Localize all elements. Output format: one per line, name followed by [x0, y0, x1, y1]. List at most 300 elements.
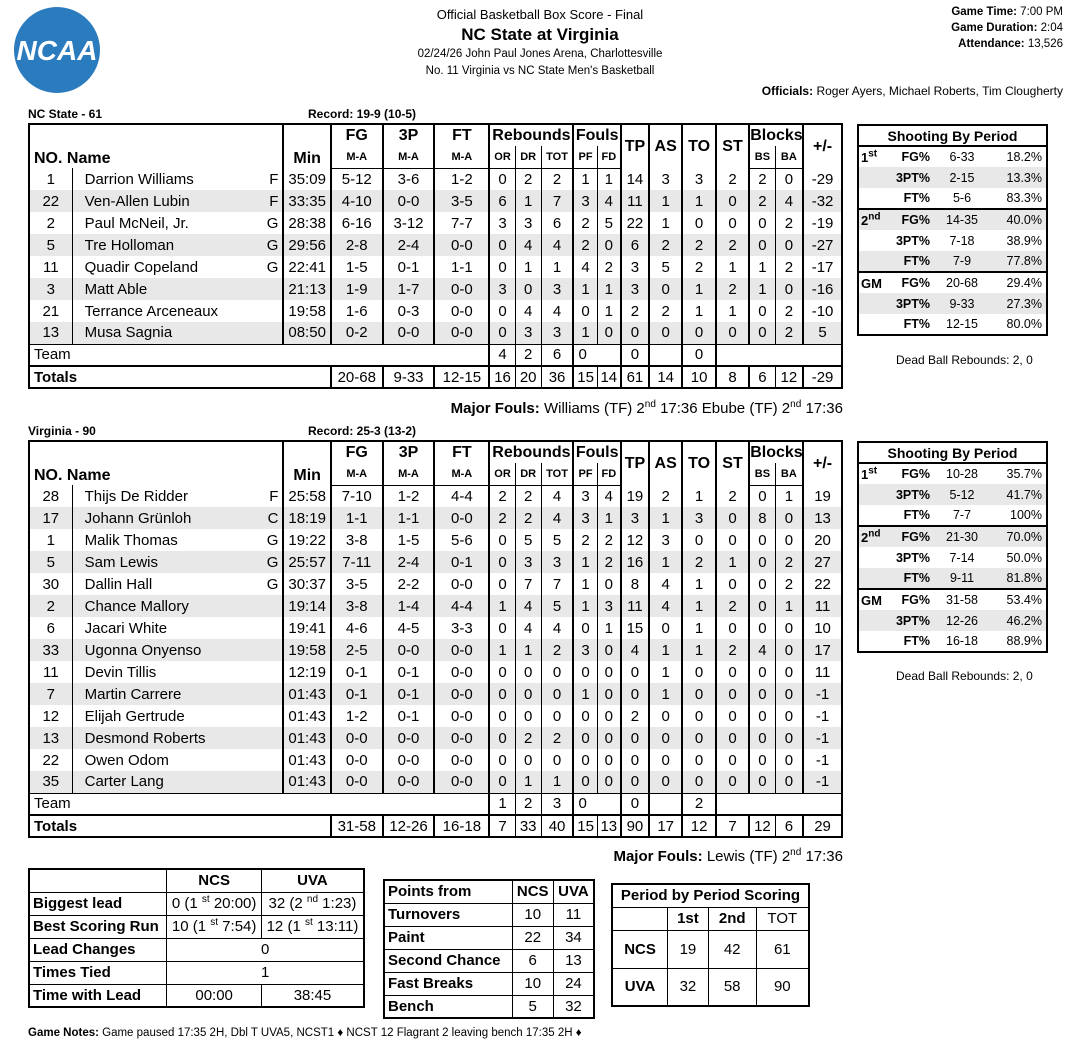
stat-tp: 0	[621, 771, 649, 793]
totals-tp3: 9-33	[383, 366, 435, 388]
stat-3p: 0-0	[383, 322, 435, 344]
stat-tp: 2	[621, 300, 649, 322]
totals-tot: 40	[541, 815, 573, 837]
stat-st: 2	[716, 278, 749, 300]
summary-col-uva: UVA	[261, 869, 364, 892]
stat-to: 0	[682, 771, 715, 793]
player-row	[29, 300, 842, 322]
stat-bs: 0	[749, 705, 775, 727]
stat-3p: 0-1	[383, 705, 435, 727]
player-name: Chance Mallory	[84, 597, 189, 615]
totals-or: 7	[489, 815, 515, 837]
stat-as: 4	[649, 573, 682, 595]
stat-as: 1	[649, 661, 682, 683]
shooting-pct: 41.7%	[992, 484, 1047, 505]
stat-tot: 5	[541, 595, 573, 617]
stat-st: 0	[716, 322, 749, 344]
team-tot: 6	[541, 344, 573, 366]
ncaa-logo	[12, 6, 102, 94]
stat-to: 1	[682, 595, 715, 617]
stat-bs: 0	[749, 595, 775, 617]
stat-dr: 4	[515, 234, 541, 256]
stat-fd: 2	[597, 529, 621, 551]
player-row	[29, 190, 842, 212]
points-from-title: Points from	[384, 880, 512, 903]
stat-tot: 6	[541, 212, 573, 234]
shooting-made-att: 2-15	[932, 167, 992, 188]
stat-tp: 0	[621, 661, 649, 683]
period-total: 61	[756, 930, 809, 968]
stat-fd: 5	[597, 212, 621, 234]
stat-ft: 3-5	[434, 190, 489, 212]
stat-3p: 3-6	[383, 168, 435, 190]
shooting-stat: FT%	[886, 251, 932, 272]
player-row	[29, 212, 842, 234]
stat-dr: 3	[515, 322, 541, 344]
period-scoring-table	[611, 883, 810, 1007]
stat-tot: 4	[541, 617, 573, 639]
summary-col-ncs: NCS	[167, 869, 262, 892]
stat-to: 1	[682, 639, 715, 661]
shooting-made-att: 31-58	[946, 593, 978, 607]
stat-bs: 0	[749, 529, 775, 551]
col-header-ft: FT	[434, 441, 489, 463]
stat-min: 19:41	[283, 617, 330, 639]
points-from-table	[383, 879, 595, 1019]
best-run-ncs: 10 (1 $^{st}$ 7:54)	[167, 915, 262, 938]
stat-bs: 0	[749, 683, 775, 705]
points-from-ncs: 6	[512, 949, 553, 972]
times-tied-label: Times Tied	[29, 961, 167, 984]
col-header-pf: PF	[573, 463, 597, 485]
shooting-pct: 50.0%	[1006, 550, 1042, 565]
stat-or: 0	[489, 727, 515, 749]
points-from-uva: 11	[553, 903, 594, 926]
stat-plus-minus: 19	[814, 487, 831, 505]
col-header-dr: DR	[515, 463, 541, 485]
stat-3p: 0-3	[383, 300, 435, 322]
shooting-made-att: 7-7	[932, 505, 992, 526]
stat-tp: 12	[621, 529, 649, 551]
stat-to: 0	[682, 661, 715, 683]
shooting-by-period-uva	[857, 441, 1048, 653]
stat-or: 1	[489, 639, 515, 661]
player-number: 5	[29, 234, 72, 256]
shooting-pct: 77.8%	[992, 251, 1047, 272]
totals-pm: 29	[803, 815, 842, 837]
stat-min: 01:43	[283, 771, 330, 793]
stat-min: 18:19	[283, 507, 330, 529]
stat-dr: 0	[515, 683, 541, 705]
period-team: UVA	[612, 968, 668, 1006]
stat-ba: 2	[775, 256, 803, 278]
stat-3p: 2-4	[383, 234, 435, 256]
shooting-stat: FT%	[886, 188, 932, 209]
stat-bs: 0	[749, 617, 775, 639]
shooting-period: 2nd	[858, 526, 886, 547]
game-time: Game Time: 7:00 PM	[951, 6, 1063, 18]
stat-ba: 0	[775, 639, 803, 661]
points-from-uva: 13	[553, 949, 594, 972]
shooting-period	[858, 568, 886, 589]
stat-fd: 0	[597, 749, 621, 771]
player-row	[29, 771, 842, 793]
officials: Officials: Roger Ayers, Michael Roberts, Tim Clougherty	[761, 84, 1063, 98]
totals-dr: 20	[515, 366, 541, 388]
stat-st: 2	[716, 485, 749, 507]
stat-fd: 2	[597, 551, 621, 573]
stat-pf: 2	[573, 234, 597, 256]
shooting-made-att: 12-15	[946, 317, 978, 331]
stat-ba: 2	[775, 551, 803, 573]
points-from-label: Paint	[384, 926, 512, 949]
team-dr: 2	[515, 793, 541, 815]
stat-min: 19:14	[283, 595, 330, 617]
stat-tot: 1	[541, 256, 573, 278]
col-header-blocks: Blocks	[749, 441, 803, 463]
shooting-stat: FT%	[886, 568, 932, 589]
stat-or: 0	[489, 529, 515, 551]
shooting-row	[858, 209, 1047, 230]
stat-to: 1	[682, 278, 715, 300]
stat-dr: 3	[515, 212, 541, 234]
stat-pf: 3	[573, 190, 597, 212]
stat-pf: 3	[573, 507, 597, 529]
team-to: 0	[682, 344, 715, 366]
stat-tot: 7	[541, 573, 573, 595]
stat-plus-minus: 11	[814, 663, 831, 681]
team-dr: 2	[515, 344, 541, 366]
col-header-st: ST	[716, 124, 749, 168]
stat-pf: 0	[573, 727, 597, 749]
shooting-row	[858, 167, 1047, 188]
stat-ba: 2	[775, 322, 803, 344]
stat-dr: 1	[515, 190, 541, 212]
stat-st: 0	[716, 683, 749, 705]
stat-tot: 4	[541, 507, 573, 529]
player-number: 30	[29, 573, 72, 595]
player-name: Elijah Gertrude	[84, 707, 185, 725]
col-header-or: OR	[489, 463, 515, 485]
player-name-cell	[72, 256, 283, 278]
stat-or: 0	[489, 168, 515, 190]
player-name-cell	[72, 190, 283, 212]
stat-tp: 15	[621, 617, 649, 639]
stat-pf: 0	[573, 661, 597, 683]
shooting-stat: 3PT%	[886, 484, 932, 505]
col-header-plus-minus: +/-	[813, 454, 833, 472]
stat-min: 28:38	[283, 212, 330, 234]
stat-ba: 4	[775, 190, 803, 212]
stat-fd: 0	[597, 573, 621, 595]
stat-ba: 2	[775, 212, 803, 234]
player-name-cell	[72, 595, 283, 617]
points-from-label: Second Chance	[384, 949, 512, 972]
player-row	[29, 727, 842, 749]
stat-dr: 1	[515, 771, 541, 793]
player-number: 1	[29, 168, 72, 190]
player-name: Johann Grünloh	[84, 509, 192, 527]
stat-st: 0	[716, 661, 749, 683]
stat-to: 2	[682, 234, 715, 256]
shooting-stat: FG%	[901, 150, 930, 164]
stat-fg: 1-2	[331, 705, 383, 727]
stat-tp: 11	[621, 190, 649, 212]
totals-or: 16	[489, 366, 515, 388]
shooting-period	[858, 505, 886, 526]
period-header-2nd: 2nd	[708, 907, 756, 930]
stat-fd: 2	[597, 256, 621, 278]
stat-as: 1	[649, 639, 682, 661]
stat-fd: 1	[597, 168, 621, 190]
stat-to: 0	[682, 749, 715, 771]
totals-label: Totals	[29, 366, 331, 388]
shooting-pct: 80.0%	[1006, 317, 1042, 331]
player-name-cell	[72, 727, 283, 749]
stat-min: 01:43	[283, 705, 330, 727]
shooting-row	[858, 230, 1047, 251]
points-from-label: Fast Breaks	[384, 972, 512, 995]
shooting-made-att: 6-33	[949, 150, 975, 164]
stat-fd: 0	[597, 771, 621, 793]
col-header-st: ST	[716, 441, 749, 485]
shooting-pct: 46.2%	[992, 610, 1047, 631]
team-heading-uva: Virginia - 90	[28, 424, 96, 438]
points-from-row	[384, 903, 594, 926]
stat-tp: 4	[621, 639, 649, 661]
shooting-stat: 3PT%	[886, 167, 932, 188]
lead-changes-label: Lead Changes	[29, 938, 167, 961]
stat-ft: 0-0	[434, 771, 489, 793]
team-tot: 3	[541, 793, 573, 815]
shooting-row	[858, 188, 1047, 209]
stat-or: 2	[489, 507, 515, 529]
stat-bs: 0	[749, 322, 775, 344]
player-name-cell	[72, 661, 283, 683]
stat-pf: 0	[573, 771, 597, 793]
col-header-fd: FD	[597, 146, 621, 168]
player-row	[29, 278, 842, 300]
shooting-stat: 3PT%	[895, 550, 930, 565]
shooting-made-att: 16-18	[946, 634, 978, 648]
totals-bs: 6	[749, 366, 775, 388]
report-type: Official Basketball Box Score - Final	[436, 7, 644, 22]
stat-min: 08:50	[283, 322, 330, 344]
stat-tp: 0	[621, 322, 649, 344]
player-name-cell	[72, 639, 283, 661]
points-from-ncs: 5	[512, 995, 553, 1018]
shooting-made-att: 14-35	[932, 209, 992, 230]
player-name: Desmond Roberts	[84, 729, 206, 747]
stat-ft: 7-7	[434, 212, 489, 234]
col-header-3p: 3P	[383, 124, 435, 146]
player-number: 12	[29, 705, 72, 727]
stat-min: 12:19	[283, 661, 330, 683]
stat-bs: 0	[749, 485, 775, 507]
team-label: Team	[29, 793, 489, 815]
stat-fg: 1-6	[331, 300, 383, 322]
stat-tot: 7	[541, 190, 573, 212]
shooting-made-att: 20-68	[946, 276, 978, 290]
lead-changes-value: 0	[167, 938, 364, 961]
stat-fd: 1	[597, 507, 621, 529]
stat-dr: 4	[515, 595, 541, 617]
stat-fg: 0-0	[331, 749, 383, 771]
points-from-uva: 34	[553, 926, 594, 949]
stat-pf: 2	[573, 212, 597, 234]
player-name-cell	[72, 551, 283, 573]
stat-min: 33:35	[283, 190, 330, 212]
player-position: C	[267, 509, 279, 527]
stat-to: 2	[682, 256, 715, 278]
stat-pf: 4	[573, 256, 597, 278]
stat-fg: 1-9	[331, 278, 383, 300]
stat-fd: 1	[597, 300, 621, 322]
stat-ba: 0	[775, 529, 803, 551]
stat-fg: 0-2	[331, 322, 383, 344]
totals-dr: 33	[515, 815, 541, 837]
stat-ft: 0-0	[434, 705, 489, 727]
col-header-ft-ma: M-A	[434, 463, 489, 485]
game-notes: Game Notes: Game paused 17:35 2H, Dbl T UVA5, NCST1 ♦ NCST 12 Flagrant 2 leaving bench 17:35 2H ♦	[28, 1027, 582, 1039]
stat-st: 2	[716, 595, 749, 617]
points-from-uva: 32	[553, 995, 594, 1018]
totals-st: 7	[716, 815, 749, 837]
stat-st: 2	[716, 234, 749, 256]
shooting-row	[858, 314, 1047, 335]
stat-tp: 3	[621, 278, 649, 300]
player-row	[29, 705, 842, 727]
stat-ba: 0	[775, 617, 803, 639]
player-number: 2	[29, 595, 72, 617]
stat-ba: 0	[775, 727, 803, 749]
stat-fg: 4-10	[331, 190, 383, 212]
col-header-3p-ma: M-A	[383, 146, 435, 168]
stat-tp: 8	[621, 573, 649, 595]
player-name: Matt Able	[84, 280, 148, 298]
dead-ball-rebounds-uva: Dead Ball Rebounds: 2, 0	[896, 669, 1033, 683]
totals-fd: 13	[597, 815, 621, 837]
totals-fd: 14	[597, 366, 621, 388]
shooting-made-att: 7-14	[949, 550, 975, 565]
stat-to: 0	[682, 212, 715, 234]
col-header-ft: FT	[434, 124, 489, 146]
stat-plus-minus: 17	[803, 639, 842, 661]
player-name-cell	[72, 300, 283, 322]
shooting-period: GM	[861, 592, 882, 608]
stat-as: 2	[649, 485, 682, 507]
period-header-tot: TOT	[756, 907, 809, 930]
stat-ft: 1-1	[434, 256, 489, 278]
stat-min: 25:58	[283, 485, 330, 507]
shooting-pct: 27.3%	[992, 293, 1047, 314]
shooting-period	[858, 251, 886, 272]
player-name-cell	[72, 212, 283, 234]
time-with-lead-label: Time with Lead	[29, 984, 167, 1007]
stat-fd: 4	[597, 485, 621, 507]
stat-ba: 2	[775, 300, 803, 322]
team-pf: 0	[573, 793, 620, 815]
shooting-period	[858, 293, 886, 314]
stat-pf: 1	[573, 551, 597, 573]
stat-3p: 1-1	[383, 507, 435, 529]
player-row	[29, 617, 842, 639]
stat-plus-minus: -27	[803, 234, 842, 256]
stat-plus-minus: 22	[814, 575, 831, 593]
stat-as: 1	[649, 551, 682, 573]
player-position: G	[266, 575, 279, 593]
stat-3p: 1-2	[383, 485, 435, 507]
stat-tot: 0	[541, 661, 573, 683]
stat-plus-minus: 11	[803, 595, 842, 617]
stat-tot: 1	[541, 771, 573, 793]
player-number: 13	[29, 727, 72, 749]
stat-fg: 3-8	[331, 595, 383, 617]
team-tp: 0	[621, 793, 649, 815]
period-total: 90	[756, 968, 809, 1006]
stat-plus-minus: -17	[811, 258, 834, 276]
shooting-pct: 29.4%	[1006, 276, 1042, 290]
player-number: 22	[29, 190, 72, 212]
totals-ft: 12-15	[434, 366, 489, 388]
col-header-fg-ma: M-A	[331, 463, 383, 485]
stat-dr: 4	[515, 300, 541, 322]
shooting-period	[858, 631, 886, 652]
stat-ba: 1	[775, 485, 803, 507]
player-row	[29, 256, 842, 278]
stat-as: 1	[649, 190, 682, 212]
shooting-stat: 3PT%	[886, 293, 932, 314]
totals-pm: -29	[803, 366, 842, 388]
shooting-period	[858, 188, 886, 209]
stat-ba: 1	[775, 595, 803, 617]
totals-as: 17	[649, 815, 682, 837]
col-header-3p: 3P	[383, 441, 435, 463]
stat-tp: 0	[621, 749, 649, 771]
stat-as: 3	[649, 168, 682, 190]
period-2nd: 58	[708, 968, 756, 1006]
stat-fg: 0-0	[331, 771, 383, 793]
stat-st: 0	[716, 190, 749, 212]
stat-as: 0	[649, 749, 682, 771]
col-header-ba: BA	[775, 463, 803, 485]
stat-to: 1	[682, 485, 715, 507]
stat-st: 1	[716, 300, 749, 322]
stat-or: 2	[489, 485, 515, 507]
stat-3p: 1-5	[383, 529, 435, 551]
stat-3p: 0-1	[383, 256, 435, 278]
totals-st: 8	[716, 366, 749, 388]
col-header-fouls: Fouls	[573, 124, 620, 146]
team-or: 4	[489, 344, 515, 366]
stat-plus-minus: 10	[814, 619, 831, 637]
player-name-cell	[72, 507, 283, 529]
stat-bs: 1	[749, 278, 775, 300]
stat-ft: 0-0	[434, 300, 489, 322]
stat-plus-minus: -16	[803, 278, 842, 300]
stat-pf: 1	[573, 322, 597, 344]
stat-pf: 0	[573, 617, 597, 639]
stat-ft: 0-0	[434, 727, 489, 749]
shooting-stat: 3PT%	[886, 610, 932, 631]
stat-dr: 4	[515, 617, 541, 639]
stat-min: 01:43	[283, 749, 330, 771]
stat-plus-minus: -29	[811, 170, 834, 188]
stat-ft: 0-0	[434, 234, 489, 256]
stat-pf: 1	[573, 683, 597, 705]
stat-or: 0	[489, 683, 515, 705]
stat-st: 0	[716, 727, 749, 749]
